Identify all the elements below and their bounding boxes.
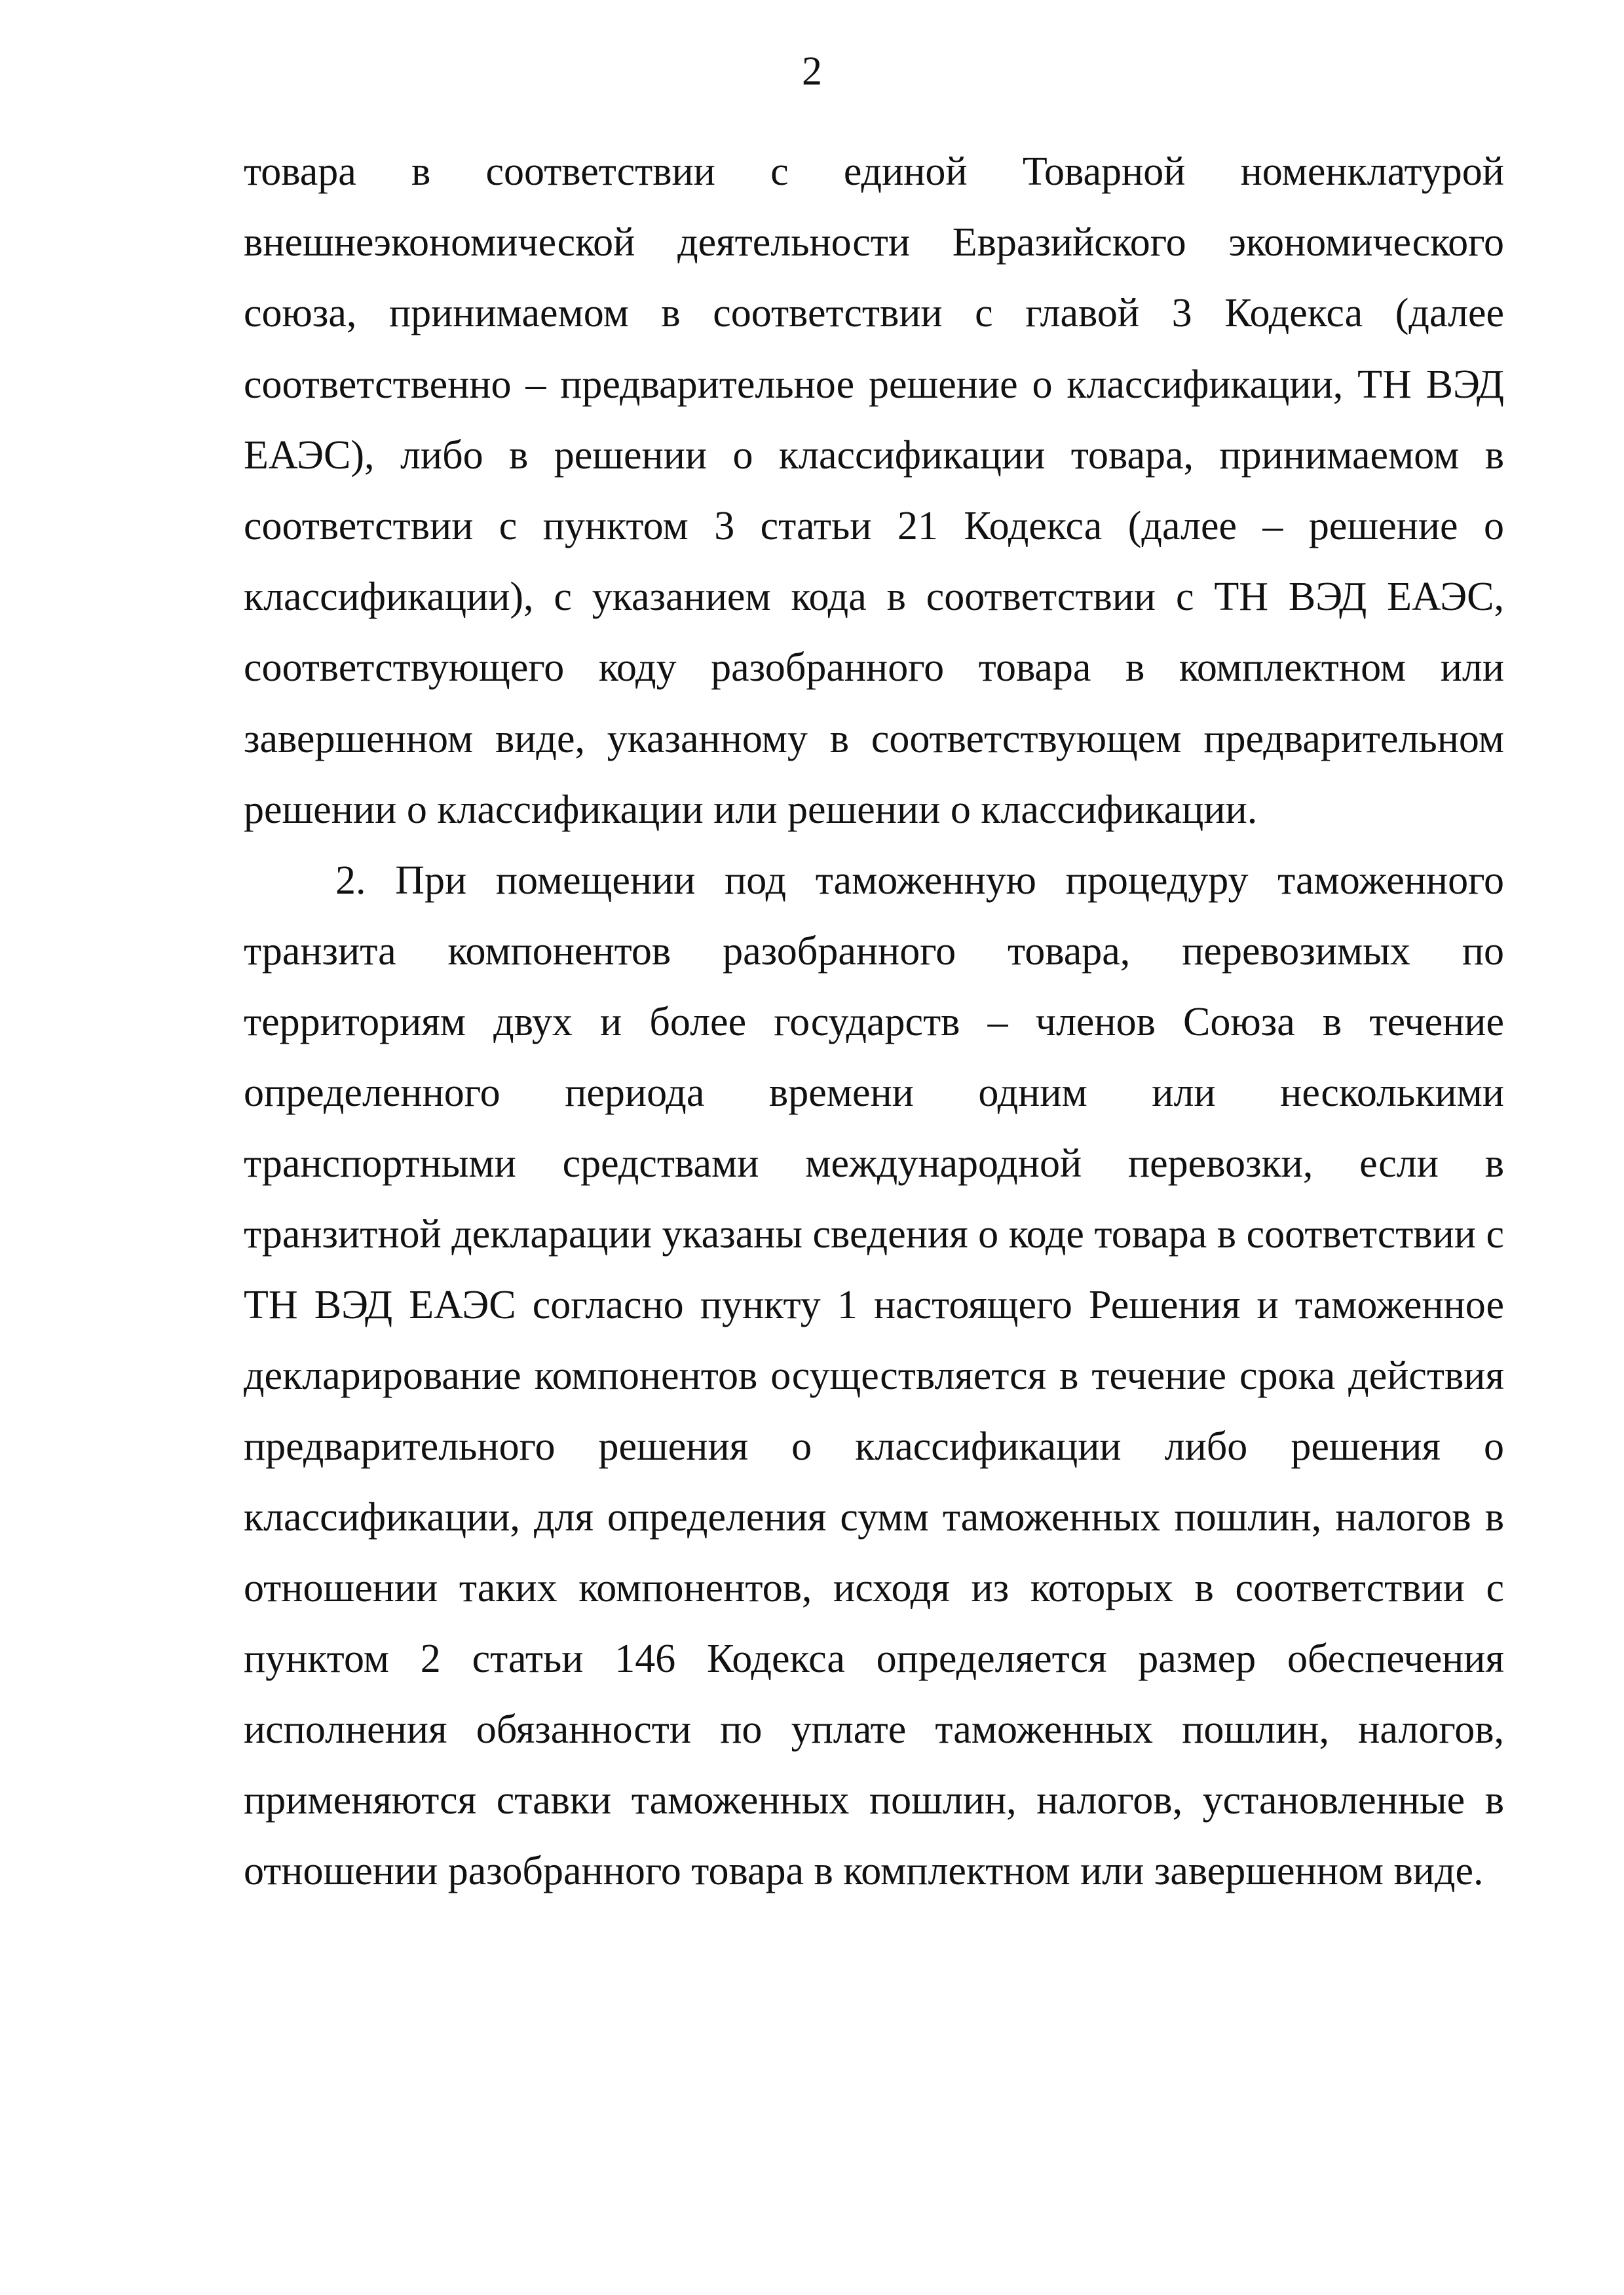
paragraph-continuation: товара в соответствии с единой Товарной номенклатурой внешнеэкономической деятельности Евразийского экономического союза, принимаемом в соответствии с главой 3 Кодекса (далее соответственно – предварительное решение о классификации, ТН ВЭД ЕАЭС), либо в решении о классификации товара, принимаемом в соответствии с пунктом 3 статьи 21 Кодекса (далее – решение о классификации), с указанием кода в соответствии с ТН ВЭД ЕАЭС, соответствующего коду разобранного товара в комплектном или завершенном виде, указанному в соответствующем предварительном решении о классификации или решении о классификации. [244,149,1504,832]
paragraph-item-2: 2. При помещении под таможенную процедуру таможенного транзита компонентов разобранного товара, перевозимых по территориям двух и более государств – членов Союза в течение определенного периода времени одним или несколькими транспортными средствами международной перевозки, если в транзитной декларации указаны сведения о коде товара в соответствии с ТН ВЭД ЕАЭС согласно пункту 1 настоящего Решения и таможенное декларирование компонентов осуществляется в течение срока действия предварительного решения о классификации либо решения о классификации, для определения сумм таможенных пошлин, налогов в отношении таких компонентов, исходя из которых в соответствии с пунктом 2 статьи 146 Кодекса определяется размер обеспечения исполнения обязанности по уплате таможенных пошлин, налогов, применяются ставки таможенных пошлин, налогов, установленные в отношении разобранного товара в комплектном или завершенном виде. [244,858,1504,1894]
document-body [244,136,1504,1906]
page-number: 2 [802,49,822,94]
